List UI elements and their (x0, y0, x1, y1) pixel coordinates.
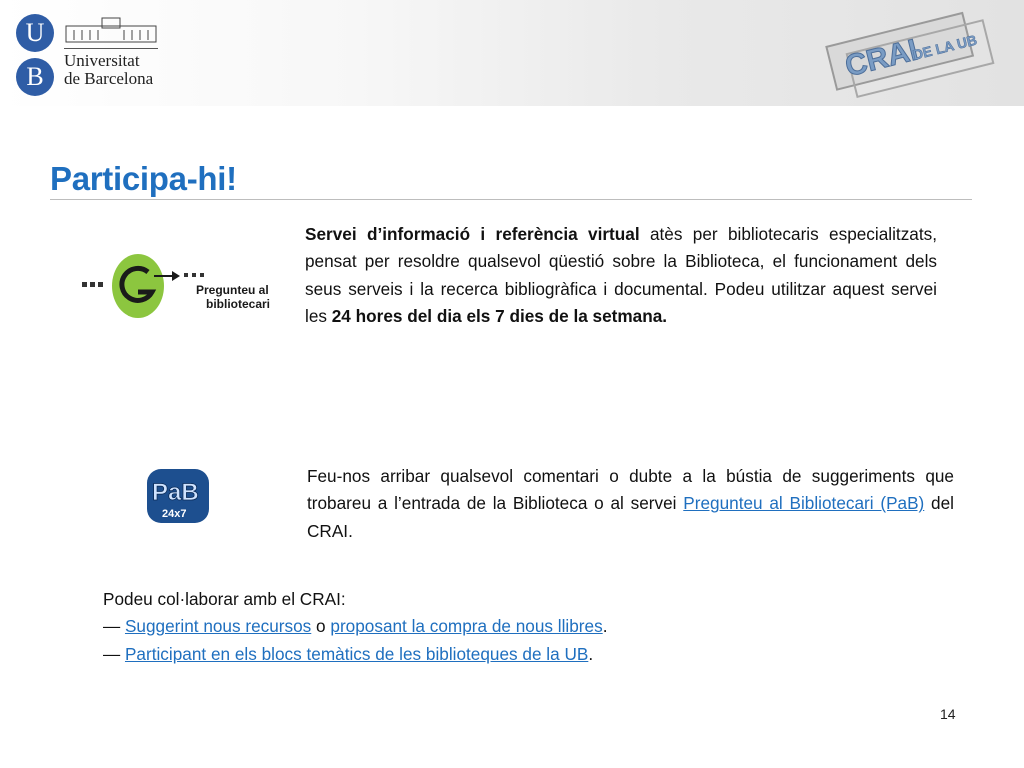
pregunteu-logo-line2: bibliotecari (206, 297, 271, 311)
collab-dash-1: — (103, 616, 125, 637)
thematic-blogs-link[interactable]: Participant en els blocs temàtics de les biblioteques de la UB (124, 643, 589, 664)
pab-logo-text: PaB (152, 479, 199, 506)
pab-link[interactable]: Pregunteu al Bibliotecari (PaB) (683, 493, 925, 514)
collaborate-section (103, 586, 607, 668)
ub-name (64, 52, 153, 88)
pregunteu-logo-line1: Pregunteu al (196, 283, 269, 297)
crai-logo-text: CRAI (841, 33, 922, 84)
collab-end1: . (602, 616, 608, 637)
ub-b-letter: B (16, 58, 54, 96)
collab-dash-2: — (103, 643, 125, 664)
collab-intro: Podeu col·laborar amb el CRAI: (103, 589, 346, 609)
propose-books-link[interactable]: proposant la compra de nous llibres (330, 616, 603, 637)
virtual-reference-description (305, 221, 937, 331)
collab-line1 (103, 613, 607, 640)
ub-name-line1: Universitat (64, 51, 140, 70)
para1-bold-tail: 24 hores del dia els 7 dies de la setmana. (331, 306, 668, 327)
crai-logo-subtext: DE LA UB (911, 31, 979, 63)
collab-mid1: o (311, 616, 331, 637)
page-number: 14 (940, 706, 956, 722)
para1-bold-lead: Servei d’informació i referència virtual (305, 224, 640, 244)
header-band (0, 0, 1024, 106)
pab-24x7-logo (146, 468, 210, 524)
suggest-resources-link[interactable]: Suggerint nous recursos (124, 616, 312, 637)
ub-u-letter: U (16, 14, 54, 52)
pregunteu-al-bibliotecari-logo (78, 250, 288, 322)
crai-logo (800, 0, 1010, 104)
collab-line2 (103, 641, 607, 668)
title-divider (50, 199, 972, 200)
ub-divider (64, 48, 158, 49)
universitat-barcelona-logo (14, 14, 164, 100)
collab-end2: . (588, 643, 594, 664)
para2-text: Feu-nos arribar qualsevol comentari o dubte a la bústia de suggeriments que trobareu a l’entrada de la Biblioteca o al servei (307, 466, 954, 514)
ub-name-line2: de Barcelona (64, 69, 154, 88)
pab-logo-sub: 24x7 (162, 508, 187, 520)
suggestion-box-description (307, 463, 954, 545)
para2-tail: del CRAI. (307, 493, 954, 541)
para1-text: atès per bibliotecaris especialitzats, pensat per resoldre qualsevol qüestió sobre la Biblioteca, el funcionament dels seus serveis i la recerca bibliogràfica i documental. Podeu utilitzar aquest servei les (305, 224, 937, 327)
slide-title: Participa-hi! (50, 160, 237, 197)
ub-building-icon (64, 16, 158, 44)
